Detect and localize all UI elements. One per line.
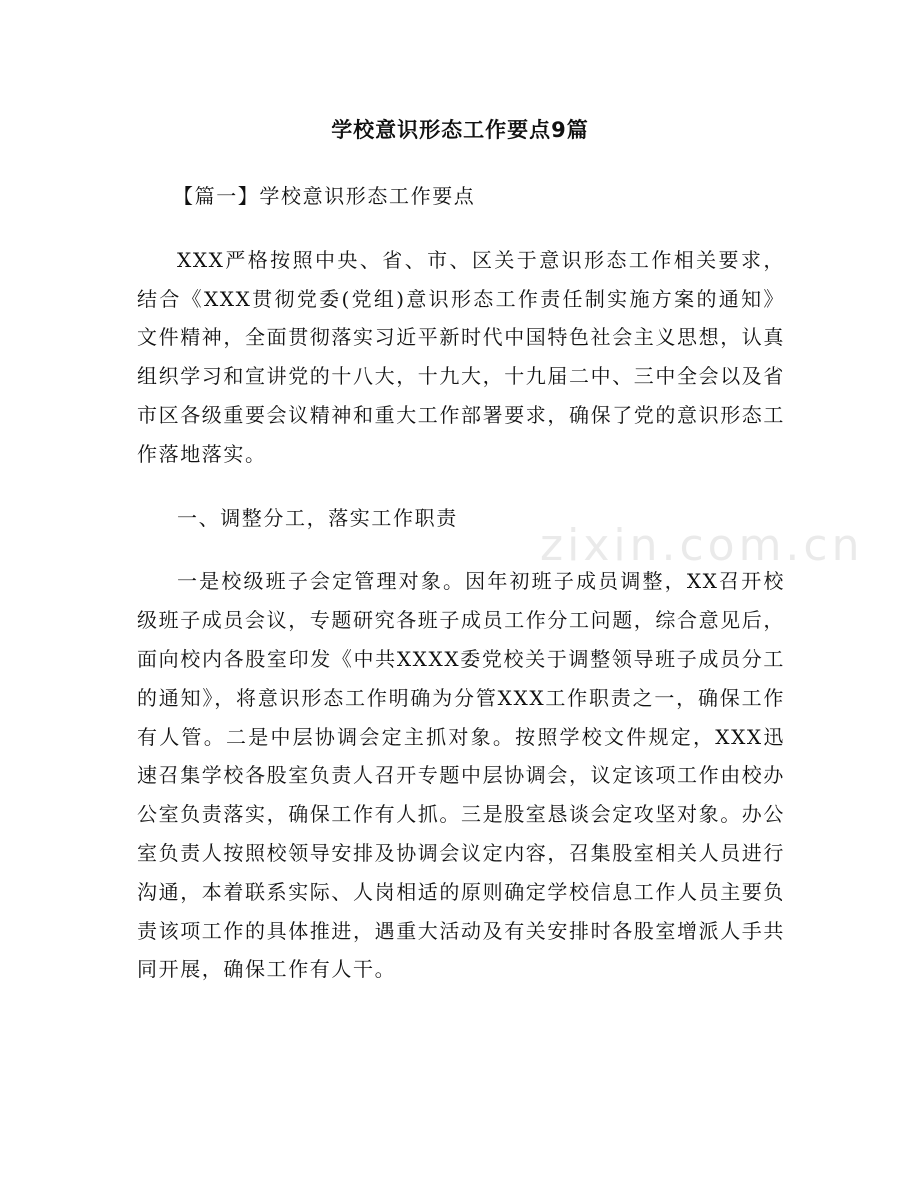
watermark: zixin.com.cn bbox=[540, 520, 864, 571]
document-title: 学校意识形态工作要点9篇 bbox=[331, 118, 589, 142]
paragraph-responsibilities: 一是校级班子会定管理对象。因年初班子成员调整，XX召开校级班子成员会议，专题研究各班子成员工作分工问题，综合意见后，面向校内各股室印发《中共XXXX委党校关于调整领导班子成员分工的通知》，将意识形态工作明确为分管XXX工作职责之一，确保工作有人管。二是中层协调会定主抓对象。按照学校文件规定，XXX迅速召集学校各股室负责人召开专题中层协调会，议定该项工作由校办公室负责落实，确保工作有人抓。三是股室恳谈会定攻坚对象。办公室负责人按照校领导安排及协调会议定内容，召集股室相关人员进行沟通，本着联系实际、人岗相适的原则确定学校信息工作人员主要负责该项工作的具体推进，遇重大活动及有关安排时各股室增派人手共同开展，确保工作有人干。 bbox=[137, 569, 785, 982]
document-body bbox=[137, 177, 785, 989]
paragraph-intro: XXX严格按照中央、省、市、区关于意识形态工作相关要求，结合《XXX贯彻党委(党组)意识形态工作责任制实施方案的通知》文件精神，全面贯彻落实习近平新时代中国特色社会主义思想，认真组织学习和宣讲党的十八大，十九大，十九届二中、三中全会以及省市区各级重要会议精神和重大工作部署要求，确保了党的意识形态工作落地落实。 bbox=[137, 247, 785, 466]
section-heading: 【篇一】学校意识形态工作要点 bbox=[173, 184, 476, 208]
subheading-adjust-division: 一、调整分工，落实工作职责 bbox=[177, 505, 458, 530]
